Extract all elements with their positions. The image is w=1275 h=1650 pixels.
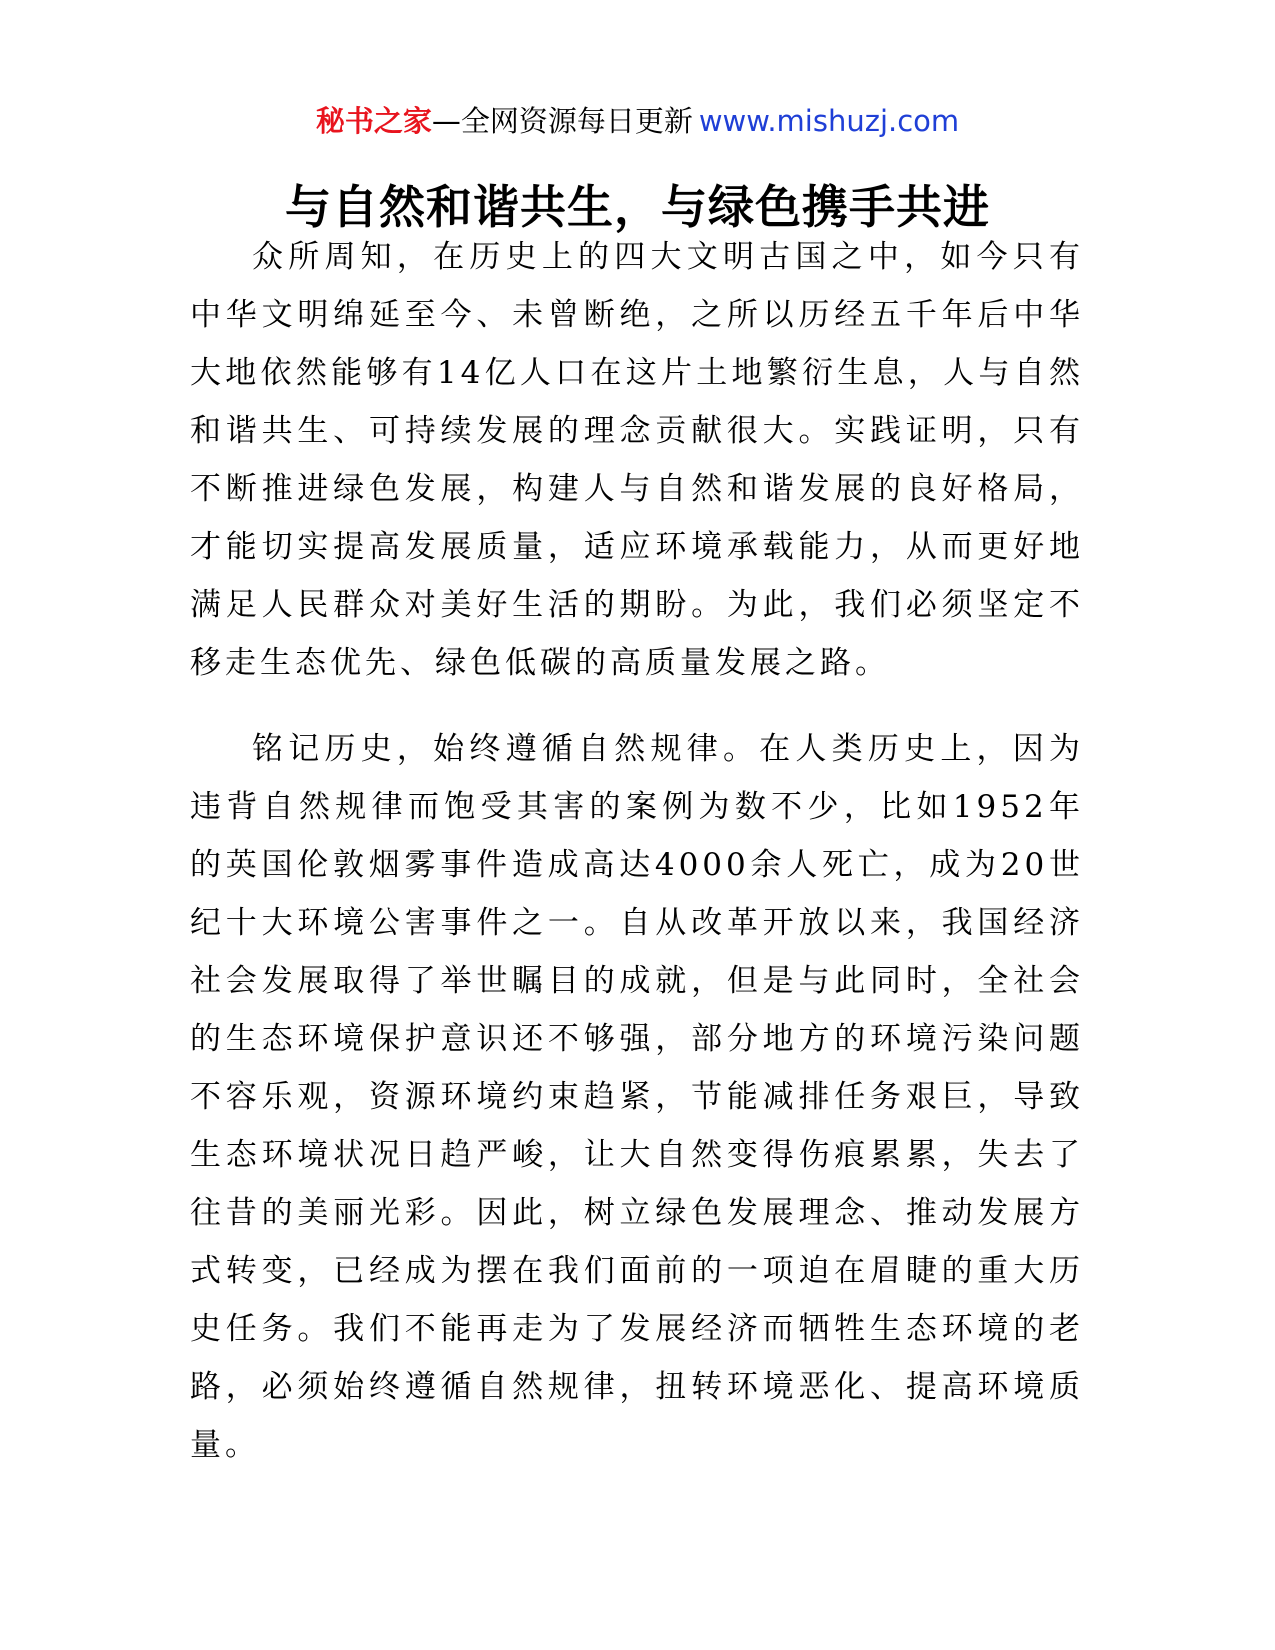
site-url-link[interactable]: www.mishuzj.com bbox=[698, 104, 960, 138]
document-body bbox=[190, 228, 1084, 1474]
brand-name: 秘书之家 bbox=[315, 104, 432, 138]
paragraph-1: 众所周知，在历史上的四大文明古国之中，如今只有中华文明绵延至今、未曾断绝，之所以历经五千年后中华大地依然能够有14亿人口在这片土地繁衍生息，人与自然和谐共生、可持续发展的理念贡献很大。实践证明，只有不断推进绿色发展，构建人与自然和谐发展的良好格局，才能切实提高发展质量，适应环境承载能力，从而更好地满足人民群众对美好生活的期盼。为此，我们必须坚定不移走生态优先、绿色低碳的高质量发展之路。 bbox=[190, 239, 1084, 681]
paragraph-2: 铭记历史，始终遵循自然规律。在人类历史上，因为违背自然规律而饱受其害的案例为数不少，比如1952年的英国伦敦烟雾事件造成高达4000余人死亡，成为20世纪十大环境公害事件之一。自从改革开放以来，我国经济社会发展取得了举世瞩目的成就，但是与此同时，全社会的生态环境保护意识还不够强，部分地方的环境污染问题不容乐观，资源环境约束趋紧，节能减排任务艰巨，导致生态环境状况日趋严峻，让大自然变得伤痕累累，失去了往昔的美丽光彩。因此，树立绿色发展理念、推动发展方式转变，已经成为摆在我们面前的一项迫在眉睫的重大历史任务。我们不能再走为了发展经济而牺牲生态环境的老路，必须始终遵循自然规律，扭转环境恶化、提高环境质量。 bbox=[190, 731, 1084, 1463]
site-slogan: —全网资源每日更新 bbox=[431, 104, 693, 138]
site-banner bbox=[0, 103, 1275, 139]
document-title: 与自然和谐共生，与绿色携手共进 bbox=[285, 179, 990, 234]
